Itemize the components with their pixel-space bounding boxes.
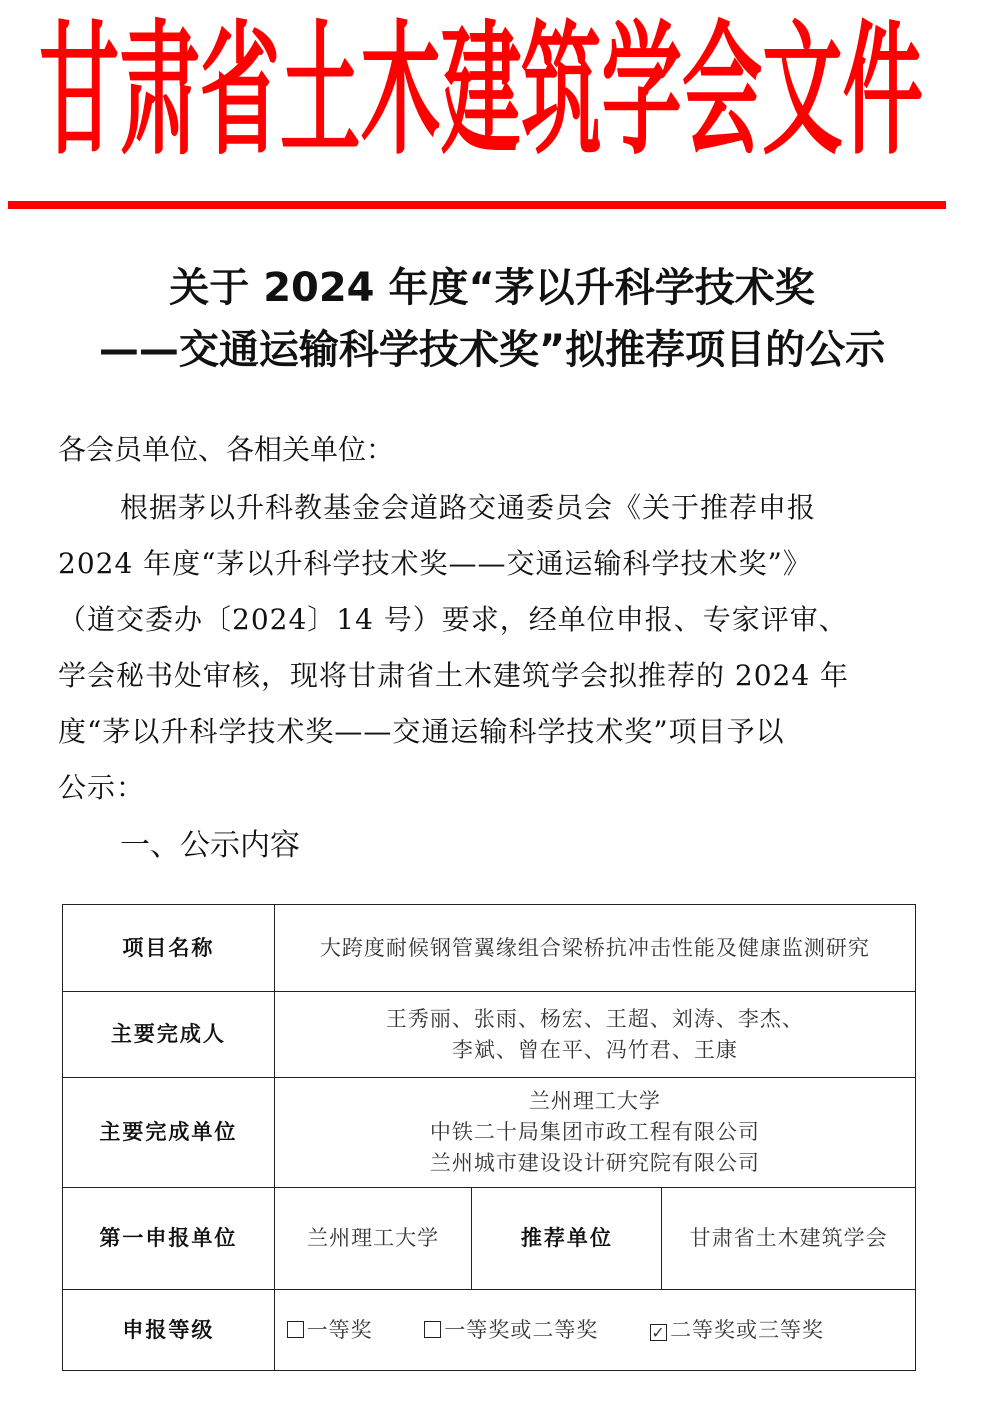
level-option-3[interactable] [650,1315,824,1346]
project-name-label: 项目名称 [63,905,275,992]
body-line-4: 学会秘书处审核，现将甘肃省土木建筑学会拟推荐的 2024 年 [58,659,850,692]
level-option-1-label: 一等奖 [306,1317,373,1342]
level-label: 申报等级 [63,1290,275,1371]
row-level [63,1290,916,1371]
row-project-name [63,905,916,992]
document-title-line-2: ——交通运输科学技术奖”拟推荐项目的公示 [98,327,886,373]
completers-line-2: 李斌、曾在平、冯竹君、王康 [451,1037,738,1062]
project-info-table [62,904,916,1371]
recommender-label: 推荐单位 [472,1188,662,1290]
completers-label: 主要完成人 [63,992,275,1078]
completers-value [274,992,915,1078]
checked-checkbox-icon[interactable]: ✓ [651,1322,666,1342]
unit-1: 兰州理工大学 [528,1089,661,1113]
body-line-5: 度“茅以升科学技术奖——交通运输科学技术奖”项目予以 [58,715,785,748]
level-option-3-label: 二等奖或三等奖 [670,1317,825,1342]
checkbox-icon[interactable] [287,1321,304,1338]
unit-3: 兰州城市建设设计研究院有限公司 [429,1151,760,1175]
recommender-value: 甘肃省土木建筑学会 [662,1188,916,1290]
salutation: 各会员单位、各相关单位： [58,433,395,466]
red-divider-rule [8,201,946,209]
first-applicant-value: 兰州理工大学 [274,1188,472,1290]
row-units [63,1078,916,1188]
body-line-1: 根据茅以升科教基金会道路交通委员会《关于推荐申报 [120,491,817,524]
first-applicant-label: 第一申报单位 [63,1188,275,1290]
project-name-value: 大跨度耐候钢管翼缘组合梁桥抗冲击性能及健康监测研究 [274,905,915,992]
level-option-2[interactable] [424,1315,598,1346]
units-label: 主要完成单位 [63,1078,275,1188]
section-heading: 一、公示内容 [120,828,300,863]
row-applicant [63,1188,916,1290]
body-line-3: （道交委办〔2024〕14 号）要求，经单位申报、专家评审、 [58,603,848,636]
body-line-2: 2024 年度“茅以升科学技术奖——交通运输科学技术奖”》 [58,547,812,580]
body-line-6: 公示： [58,771,146,804]
level-option-2-label: 一等奖或二等奖 [444,1317,599,1342]
units-value [274,1078,915,1188]
row-completers [63,992,916,1078]
document-title-line-1: 关于 2024 年度“茅以升科学技术奖 [169,265,815,311]
checkbox-icon[interactable] [424,1321,441,1338]
level-option-1[interactable] [287,1315,373,1346]
completers-line-1: 王秀丽、张雨、杨宏、王超、刘涛、李杰、 [385,1006,804,1031]
unit-2: 中铁二十局集团市政工程有限公司 [429,1120,760,1144]
level-options [274,1290,915,1371]
document-masthead: 甘肃省土木建筑学会文件 [39,9,923,176]
